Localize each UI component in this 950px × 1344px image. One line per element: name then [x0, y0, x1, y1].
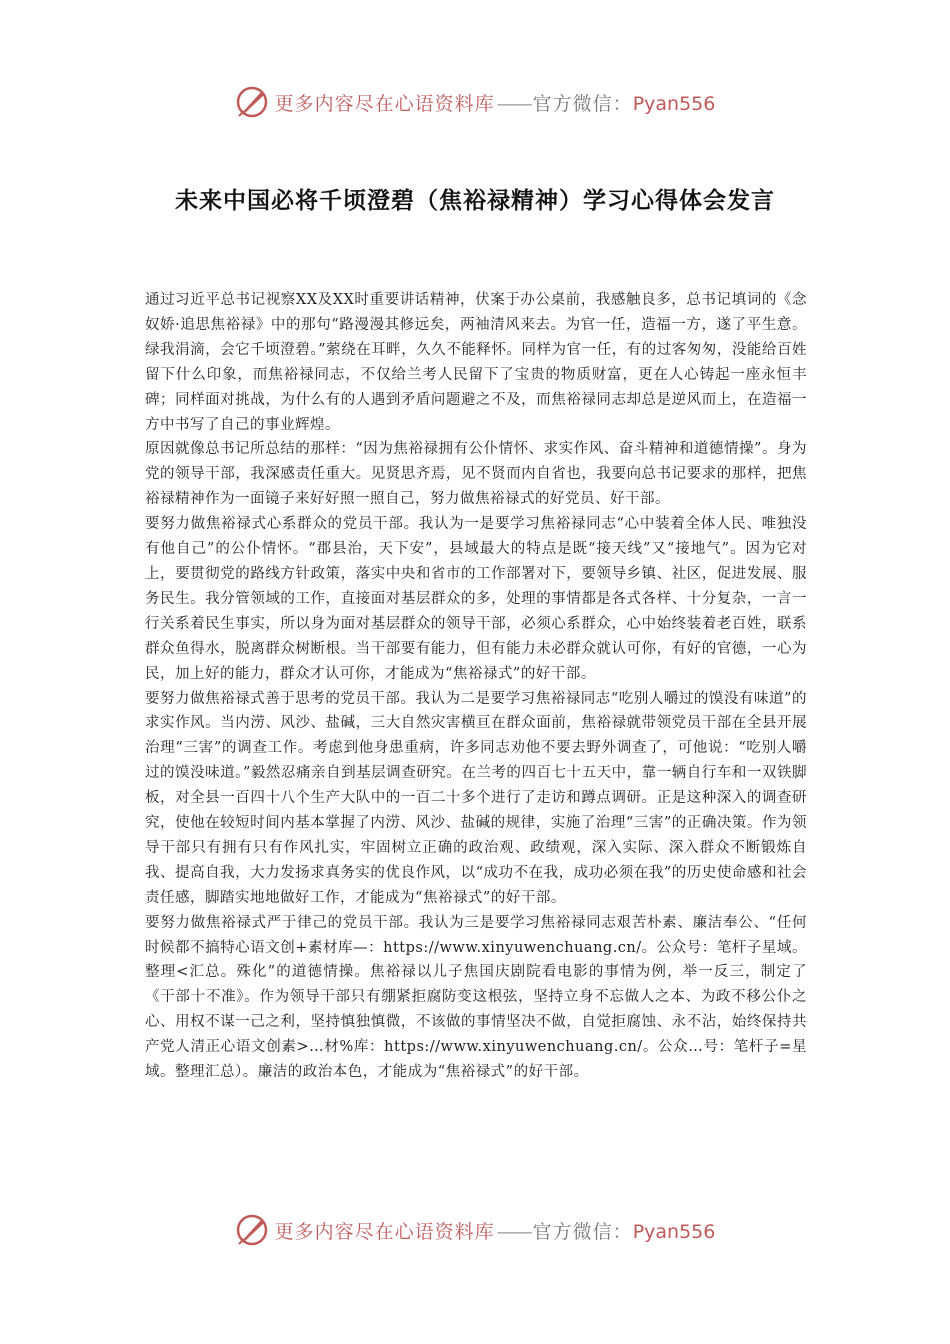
quill-pen-logo-icon: [235, 85, 269, 119]
paragraph-2: 原因就像总书记所总结的那样：“因为焦裕禄拥有公仆情怀、求实作风、奋斗精神和道德情操”。身为党的领导干部，我深感责任重大。见贤思齐焉，见不贤而内自省也，我要向总书记要求的那样，把焦裕禄精神作为一面镜子来好好照一照自己，努力做焦裕禄式的好党员、好干部。: [145, 441, 807, 508]
banner-separator: ——: [496, 92, 531, 115]
banner-separator: ——: [496, 1220, 531, 1243]
paragraph-1: 通过习近平总书记视察XX及XX时重要讲话精神，伏案于办公桌前，我感触良多，总书记填词的《念奴娇·追思焦裕禄》中的那句“路漫漫其修远矣，两袖清风来去。为官一任，造福一方，遂了平生意。绿我涓滴，会它千顷澄碧。”萦绕在耳畔，久久不能释怀。同样为官一任，有的过客匆匆，没能给百姓留下什么印象，而焦裕禄同志，不仅给兰考人民留下了宝贵的物质财富，更在人心铸起一座永恒丰碑；同样面对挑战，为什么有的人遇到矛盾问题避之不及，而焦裕禄同志却总是逆风而上，在造福一方中书写了自己的事业辉煌。: [145, 292, 807, 433]
banner-wechat-id: Pyan556: [632, 92, 716, 115]
article-body: [145, 288, 807, 1085]
banner-wechat-label: 官方微信：: [532, 92, 633, 115]
footer-banner: [0, 1208, 950, 1252]
paragraph-3: 要努力做焦裕禄式心系群众的党员干部。我认为一是要学习焦裕禄同志“心中装着全体人民、唯独没有他自己”的公仆情怀。“郡县治，天下安”，县域最大的特点是既“接天线”又“接地气”。因为它对上，要贯彻党的路线方针政策，落实中央和省市的工作部署对下，要领导乡镇、社区，促进发展、服务民生。我分管领域的工作，直接面对基层群众的多，处理的事情都是各式各样、十分复杂，一言一行关系着民生事实，所以身为面对基层群众的领导干部，必须心系群众，心中始终装着老百姓，联系群众鱼得水，脱离群众树断根。当干部要有能力，但有能力未必群众就认可你，有好的官德，一心为民，加上好的能力，群众才认可你，才能成为“焦裕禄式”的好干部。: [145, 516, 807, 682]
banner-slogan: 更多内容尽在心语资料库: [274, 92, 495, 115]
banner-text: [275, 89, 716, 116]
paragraph-4: 要努力做焦裕禄式善于思考的党员干部。我认为二是要学习焦裕禄同志“吃别人嚼过的馍没有味道”的求实作风。当内涝、风沙、盐碱，三大自然灾害横亘在群众面前，焦裕禄就带领党员干部在全县开展治理“三害”的调查工作。考虑到他身患重病，许多同志劝他不要去野外调查了，可他说：“吃别人嚼过的馍没味道。”毅然忍痛亲自到基层调查研究。在兰考的四百七十五天中，靠一辆自行车和一双铁脚板，对全县一百四十八个生产大队中的一百二十多个进行了走访和蹲点调研。正是这种深入的调查研究，使他在较短时间内基本掌握了内涝、风沙、盐碱的规律，实施了治理“三害”的正确决策。作为领导干部只有拥有只有作风扎实，牢固树立正确的政治观、政绩观，深入实际、深入群众不断锻炼自我、提高自我，大力发扬求真务实的优良作风，以“成功不在我，成功必须在我”的历史使命感和社会责任感，脚踏实地地做好工作，才能成为“焦裕禄式”的好干部。: [145, 690, 807, 906]
paragraph-5: 要努力做焦裕禄式严于律己的党员干部。我认为三是要学习焦裕禄同志艰苦朴素、廉洁奉公、“任何时候都不搞特心语文创+素材库—：https://www.xinyuwenchuang.cn/。公众号：笔杆子星域。整理<汇总。殊化”的道德情操。焦裕禄以儿子焦国庆剧院看电影的事情为例，举一反三，制定了《干部十不准》。作为领导干部只有绷紧拒腐防变这根弦，坚持立身不忘做人之本、为政不移公仆之心、用权不谋一己之利，坚持慎独慎微，不该做的事情坚决不做，自觉拒腐蚀、永不沾，始终保持共产党人清正心语文创素>…材%库：https://www.xinyuwenchuang.cn/。公众…号：笔杆子=星域。整理汇总）。廉洁的政治本色，才能成为“焦裕禄式”的好干部。: [145, 914, 807, 1081]
quill-pen-logo-icon: [235, 1213, 269, 1247]
header-banner: [0, 80, 950, 124]
banner-text: [275, 1217, 716, 1244]
banner-wechat-id: Pyan556: [632, 1220, 716, 1243]
banner-wechat-label: 官方微信：: [532, 1220, 633, 1243]
document-title: 未来中国必将千顷澄碧（焦裕禄精神）学习心得体会发言: [175, 187, 775, 214]
banner-slogan: 更多内容尽在心语资料库: [274, 1220, 495, 1243]
